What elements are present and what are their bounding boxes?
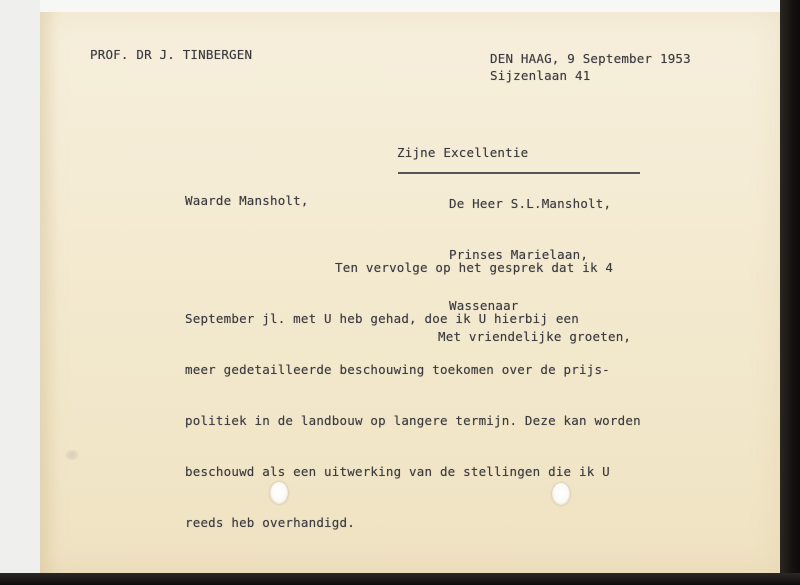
body-line: September jl. met U heb gehad, doe ik U hierbij een [185,311,580,326]
punch-hole-left [270,482,288,504]
body-line: meer gedetailleerde beschouwing toekomen over de prijs- [185,362,610,377]
punch-hole-right [552,483,570,505]
sender-street-address: Sijzenlaan 41 [490,68,591,83]
scan-top-margin [0,0,800,12]
recipient-line: Prinses Marielaan, [449,247,589,262]
scan-left-margin [0,0,40,585]
recipient-line: Wassenaar [449,298,519,313]
body-line: reeds heb overhandigd. [185,515,355,530]
paper-edge-shading [40,12,58,573]
recipient-line: De Heer S.L.Mansholt, [449,196,612,211]
recipient-line: Zijne Excellentie [397,145,529,160]
letter-body [185,225,641,565]
body-line: politiek in de landbouw op langere termijn. Deze kan worden [185,413,641,428]
letter-paper [40,12,780,573]
ink-smudge [65,450,79,460]
scanner-bed-edge-bottom [0,573,800,585]
salutation: Waarde Mansholt, [185,193,309,208]
scanner-bed-edge-right [780,0,800,585]
date-line: DEN HAAG, 9 September 1953 [490,51,691,66]
address-underline [398,172,640,174]
sender-name: PROF. DR J. TINBERGEN [90,47,253,62]
body-line: Ten vervolge op het gesprek dat ik 4 [335,260,614,275]
closing-greeting: Met vriendelijke groeten, [438,329,632,344]
body-line: beschouwd als een uitwerking van de stellingen die ik U [185,464,610,479]
